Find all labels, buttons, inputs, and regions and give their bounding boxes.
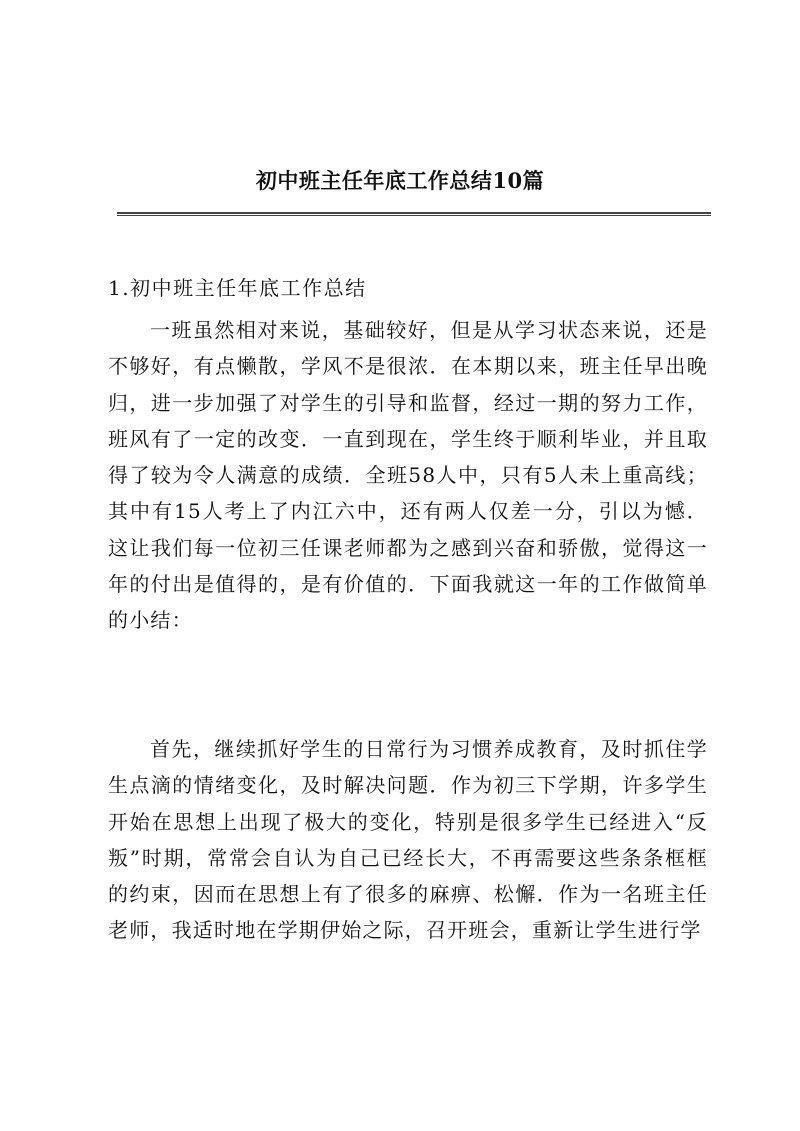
document-title: 初中班主任年底工作总结10篇 — [255, 168, 545, 193]
title-divider — [117, 212, 711, 216]
paragraph-2: 首先，继续抓好学生的日常行为习惯养成教育，及时抓住学生点滴的情绪变化，及时解决问题．作为初三下学期，许多学生开始在思想上出现了极大的变化，特别是很多学生已经进入“反叛”时期，常常会自认为自己已经长大，不再需要这些条条框框的约束，因而在思想上有了很多的麻痹、松懈．作为一名班主任老师，我适时地在学期伊始之际，召开班会，重新让学生进行学 — [108, 737, 708, 943]
paragraph-1: 一班虽然相对来说，基础较好，但是从学习状态来说，还是不够好，有点懒散，学风不是很浓．在本期以来，班主任早出晚归，进一步加强了对学生的引导和监督，经过一期的努力工作，班风有了一定的改变．一直到现在，学生终于顺利毕业，并且取得了较为令人满意的成绩．全班58人中，只有5人未上重高线；其中有15人考上了内江六中，还有两人仅差一分，引以为憾．这让我们每一位初三任课老师都为之感到兴奋和骄傲，觉得这一年的付出是值得的，是有价值的．下面我就这一年的工作做简单的小结： — [108, 318, 708, 633]
section-heading: 1.初中班主任年底工作总结 — [108, 276, 367, 300]
